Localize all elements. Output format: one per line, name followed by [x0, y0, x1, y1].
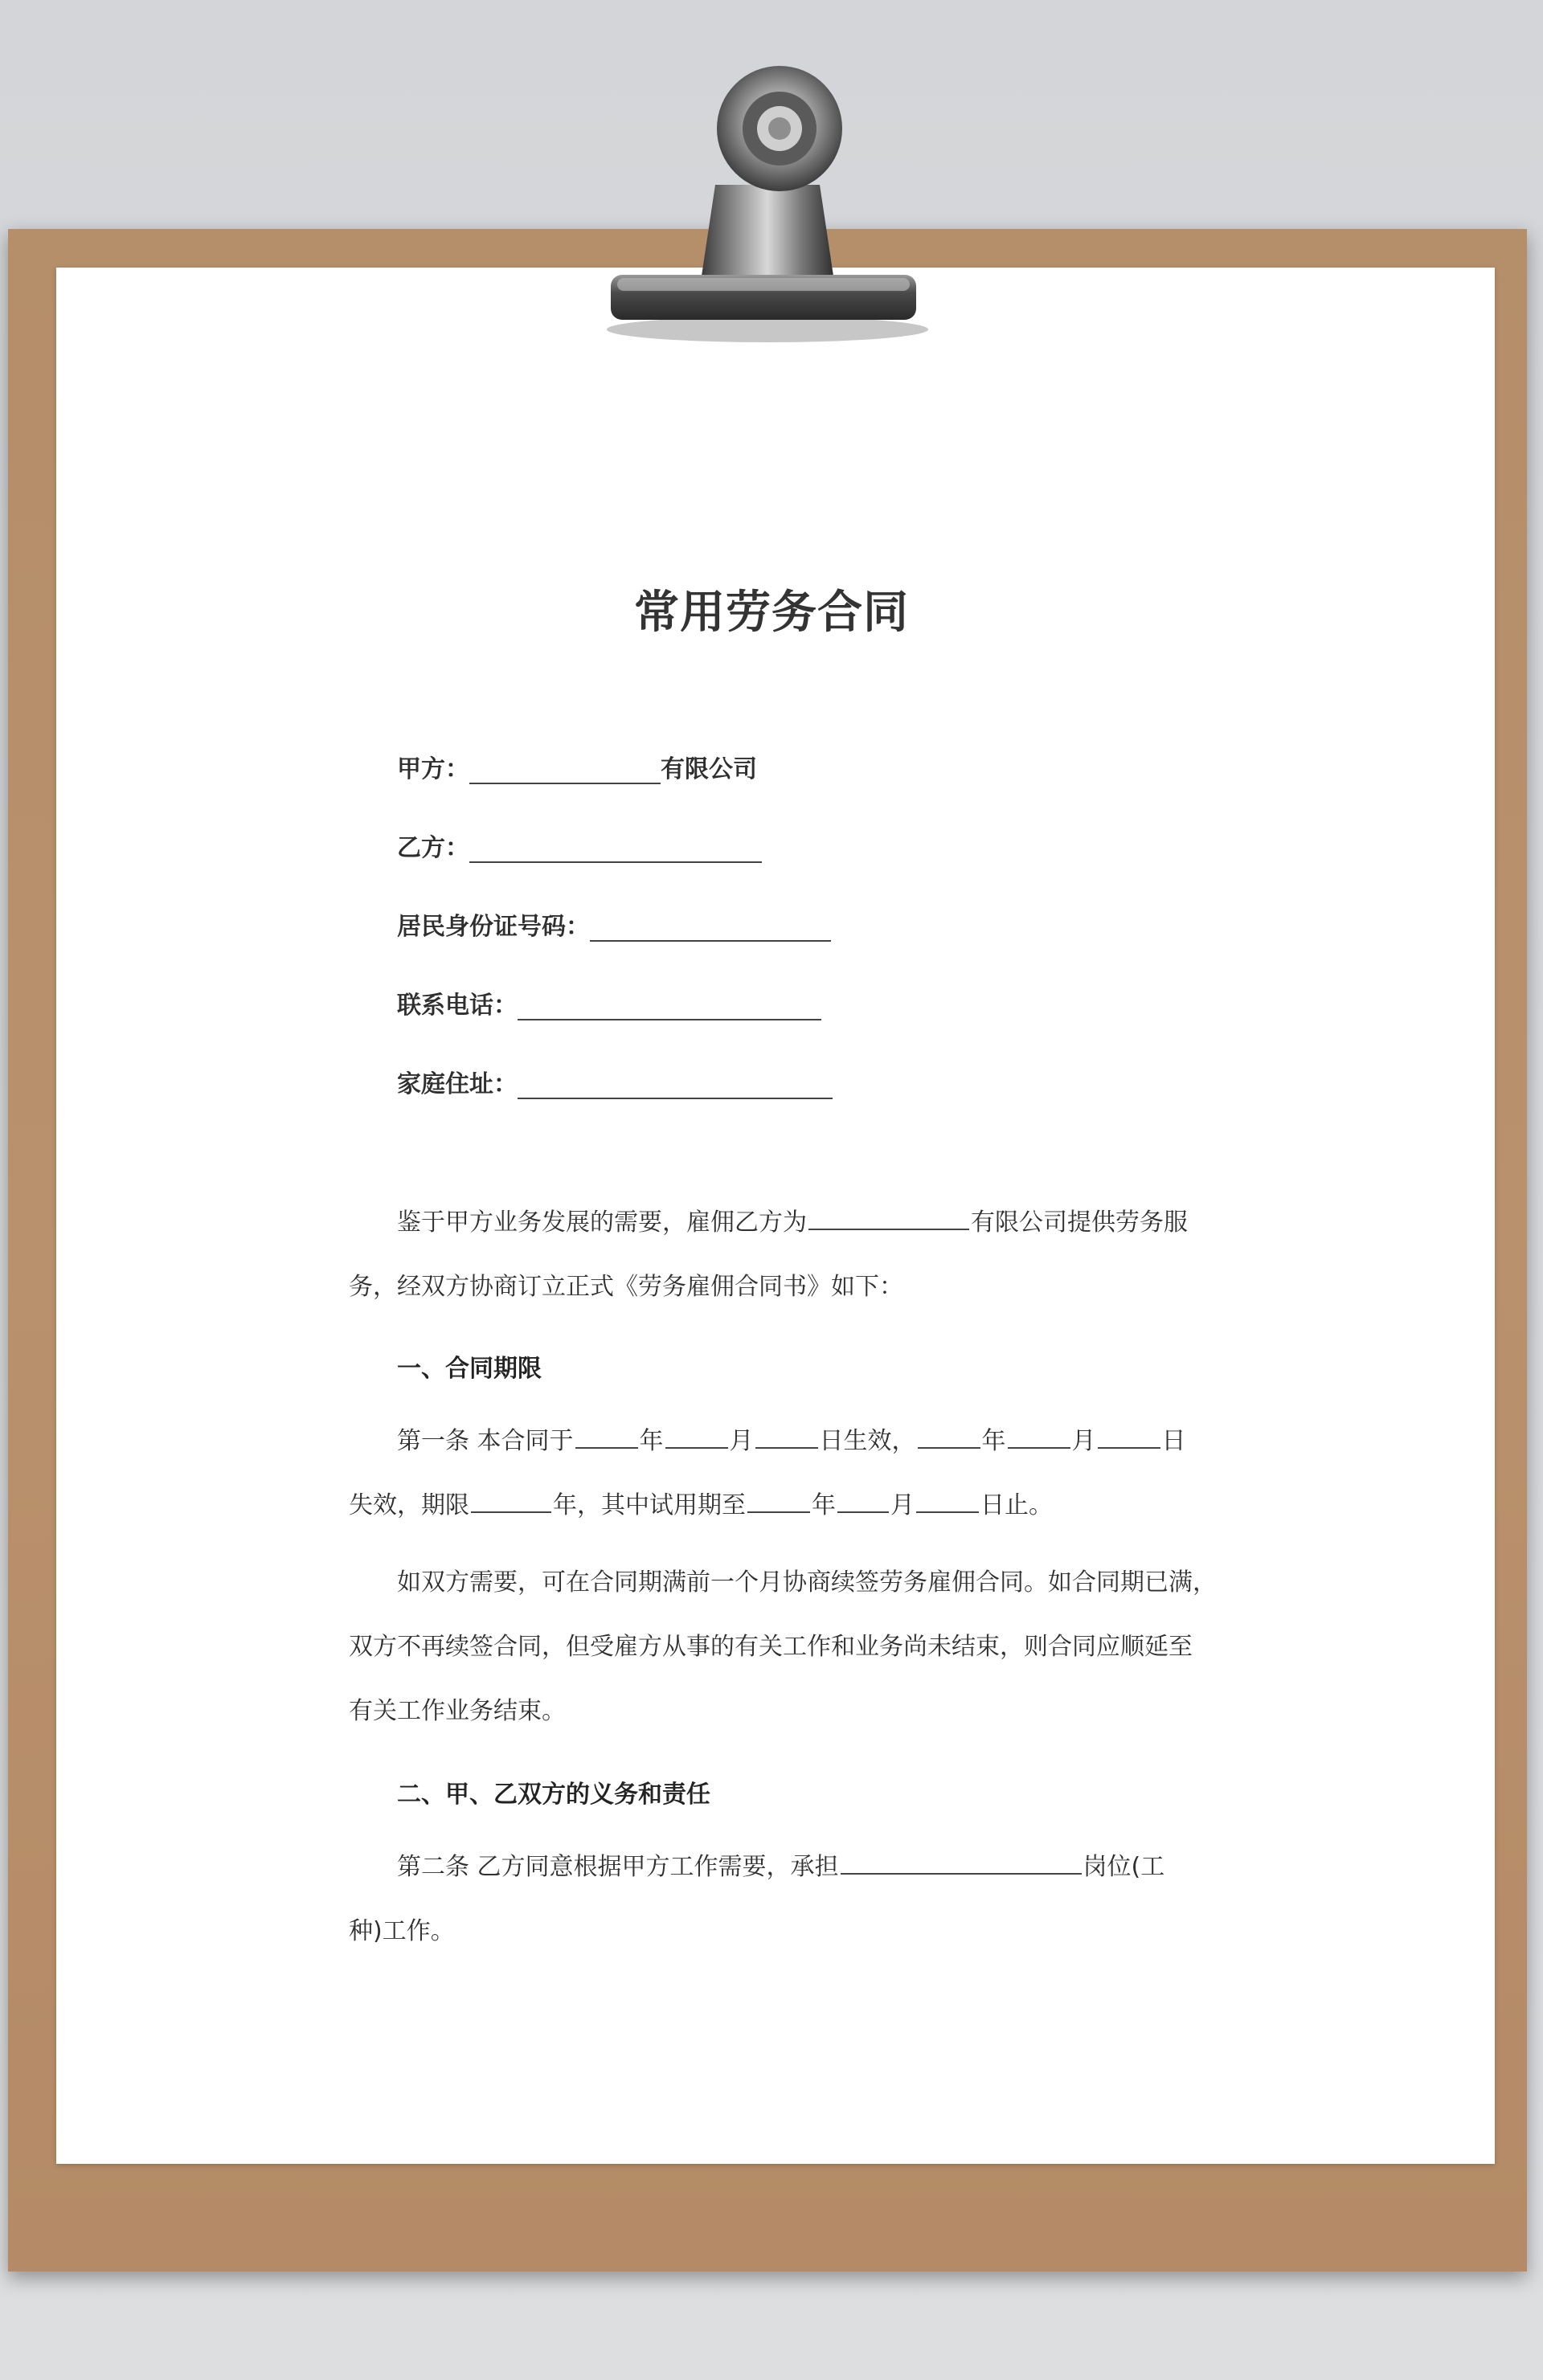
- article-1-line-2: [349, 1474, 1201, 1538]
- probation-month-blank[interactable]: [837, 1491, 889, 1513]
- start-suffix: 日生效，: [819, 1427, 916, 1455]
- party-a-blank[interactable]: [469, 760, 661, 784]
- end-year-blank[interactable]: [918, 1426, 980, 1449]
- renewal-text-2: 双方不再续签合同，但受雇方从事的有关工作和业务尚未结束，则合同应顺延至: [349, 1633, 1193, 1661]
- start-day-blank[interactable]: [755, 1426, 818, 1449]
- article-1-line-1: [397, 1409, 1201, 1474]
- intro-line-1: [397, 1191, 1201, 1255]
- section-2-heading: 二、甲、乙双方的义务和责任: [397, 1781, 710, 1809]
- article-2-prefix: 第二条 乙方同意根据甲方工作需要，承担: [397, 1853, 839, 1881]
- article-1-paragraph: [349, 1409, 1201, 1538]
- party-b-label: 乙方：: [397, 834, 469, 862]
- renewal-line-2: [349, 1615, 1201, 1679]
- party-a-field: [397, 749, 757, 784]
- probation-day-blank[interactable]: [916, 1491, 979, 1513]
- start-month-blank[interactable]: [665, 1426, 728, 1449]
- article-2-text: 种)工作。: [349, 1917, 455, 1945]
- intro-line-2: [349, 1255, 1201, 1319]
- term-years-blank[interactable]: [471, 1491, 551, 1513]
- document-title: 常用劳务合同: [634, 587, 909, 639]
- probation-year-blank[interactable]: [747, 1491, 810, 1513]
- probation-month-label: 月: [890, 1491, 915, 1519]
- end-day-blank[interactable]: [1098, 1426, 1160, 1449]
- start-month-label: 月: [729, 1427, 754, 1455]
- end-year-label: 年: [981, 1427, 1006, 1455]
- phone-field: [397, 985, 821, 1020]
- intro-text-2: 有限公司提供劳务服: [971, 1208, 1188, 1237]
- party-b-blank[interactable]: [469, 839, 762, 863]
- party-b-field: [397, 828, 762, 863]
- intro-paragraph: [349, 1191, 1201, 1319]
- start-year-blank[interactable]: [575, 1426, 638, 1449]
- id-number-label: 居民身份证号码：: [397, 913, 590, 941]
- article-2-line-2: [349, 1900, 1201, 1964]
- position-blank[interactable]: [841, 1852, 1082, 1875]
- article-1-l2-prefix: 失效，期限: [349, 1491, 469, 1519]
- article-2-line-1: [397, 1835, 1201, 1900]
- party-a-suffix: 有限公司: [661, 755, 757, 783]
- address-label: 家庭住址：: [397, 1070, 518, 1098]
- renewal-paragraph: [349, 1551, 1217, 1744]
- end-month-label: 月: [1071, 1427, 1096, 1455]
- renewal-line-3: [349, 1679, 1201, 1744]
- article-2-suffix: 岗位(工: [1083, 1853, 1165, 1881]
- start-year-label: 年: [639, 1427, 664, 1455]
- intro-company-blank[interactable]: [808, 1208, 969, 1230]
- renewal-text-3: 有关工作业务结束。: [349, 1697, 566, 1725]
- end-month-blank[interactable]: [1008, 1426, 1070, 1449]
- id-number-field: [397, 906, 831, 942]
- probation-year-label: 年: [812, 1491, 836, 1519]
- end-day-label: 日: [1161, 1427, 1186, 1455]
- intro-text-3: 务，经双方协商订立正式《劳务雇佣合同书》如下：: [349, 1273, 903, 1301]
- address-field: [397, 1064, 833, 1099]
- phone-blank[interactable]: [518, 996, 821, 1020]
- party-a-label: 甲方：: [397, 755, 469, 783]
- renewal-text-1: 如双方需要，可在合同期满前一个月协商续签劳务雇佣合同。如合同期已满，: [397, 1568, 1217, 1597]
- intro-text-1: 鉴于甲方业务发展的需要，雇佣乙方为: [397, 1208, 807, 1237]
- renewal-line-1: [397, 1551, 1217, 1615]
- article-1-l2-end: 日止。: [980, 1491, 1053, 1519]
- article-2-paragraph: [349, 1835, 1201, 1964]
- id-number-blank[interactable]: [590, 918, 831, 942]
- phone-label: 联系电话：: [397, 992, 518, 1020]
- section-1-heading: 一、合同期限: [397, 1355, 542, 1383]
- article-1-l2-mid: 年，其中试用期至: [553, 1491, 746, 1519]
- address-blank[interactable]: [518, 1075, 833, 1099]
- article-1-prefix: 第一条 本合同于: [397, 1427, 574, 1455]
